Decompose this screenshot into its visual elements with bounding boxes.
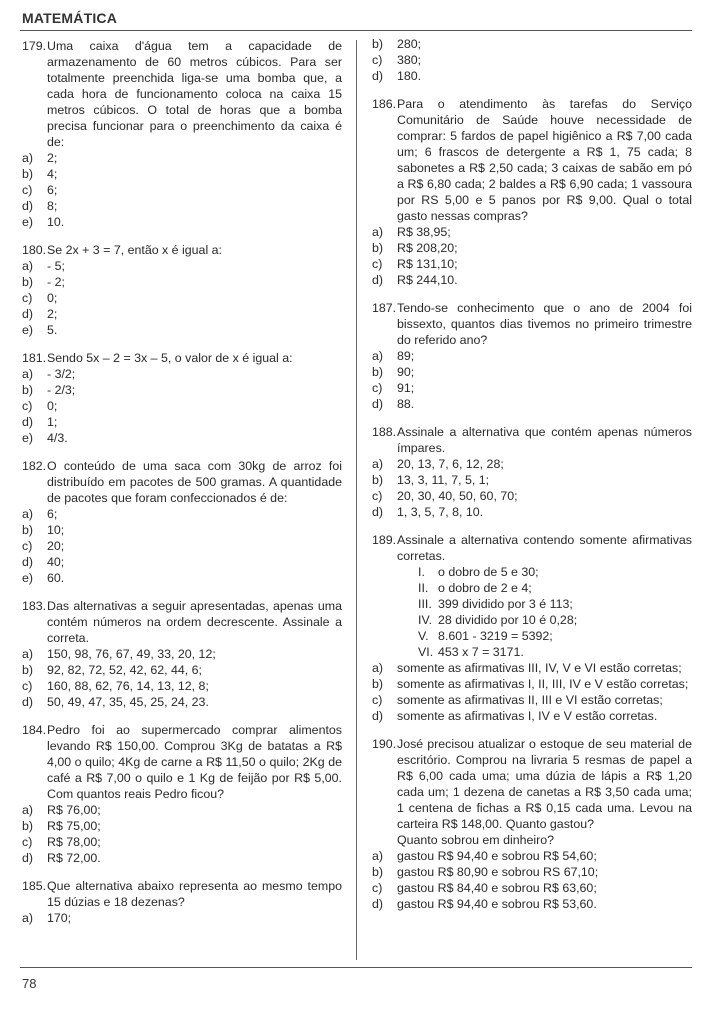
option-text: 170; <box>47 911 72 925</box>
answer-option <box>22 290 342 306</box>
answer-option <box>372 896 692 912</box>
option-letter: e) <box>22 431 34 445</box>
option-letter: b) <box>22 819 34 833</box>
question-stem <box>372 532 692 564</box>
answer-option <box>22 678 342 694</box>
question-q179 <box>22 38 342 230</box>
answer-option <box>22 150 342 166</box>
statement-text: 8.601 - 3219 = 5392; <box>438 629 553 643</box>
option-text: R$ 78,00; <box>47 835 101 849</box>
answer-option <box>372 848 692 864</box>
option-text: 380; <box>397 53 422 67</box>
answer-option <box>22 430 342 446</box>
option-text: 4; <box>47 167 58 181</box>
option-text: - 5; <box>47 259 65 273</box>
question-stem <box>372 424 692 456</box>
option-text: somente as afirmativas I, IV e V estão corretas. <box>397 709 658 723</box>
option-text: R$ 76,00; <box>47 803 101 817</box>
option-letter: e) <box>22 323 34 337</box>
question-text: Se 2x + 3 = 7, então x é igual a: <box>47 243 222 257</box>
option-letter: b) <box>22 275 34 289</box>
option-text: - 2; <box>47 275 65 289</box>
option-letter: c) <box>372 881 383 895</box>
answer-option <box>22 322 342 338</box>
question-number: 183. <box>22 599 47 613</box>
question-stem <box>22 350 342 366</box>
option-text: R$ 244,10. <box>397 273 458 287</box>
question-text: Tendo-se conhecimento que o ano de 2004 foi bissexto, quantos dias tivemos no primeiro trimestre do referido ano? <box>397 301 692 347</box>
statement-text: o dobro de 5 e 30; <box>438 565 539 579</box>
option-letter: c) <box>372 53 383 67</box>
answer-option <box>372 708 692 724</box>
option-text: 0; <box>47 291 58 305</box>
question-q190 <box>372 736 692 912</box>
answer-option <box>22 166 342 182</box>
statement-text: 453 x 7 = 3171. <box>438 645 524 659</box>
answer-option <box>22 198 342 214</box>
option-letter: a) <box>22 151 34 165</box>
option-text: 2; <box>47 151 58 165</box>
answer-option <box>22 910 342 926</box>
answer-option <box>22 398 342 414</box>
option-letter: d) <box>22 695 34 709</box>
question-text: Sendo 5x – 2 = 3x – 5, o valor de x é igual a: <box>47 351 293 365</box>
right-column <box>372 36 692 924</box>
answer-option <box>372 676 692 692</box>
question-q181 <box>22 350 342 446</box>
option-text: 6; <box>47 507 58 521</box>
statement-text: 399 dividido por 3 é 113; <box>438 597 573 611</box>
question-stem <box>22 38 342 150</box>
question-number: 184. <box>22 723 47 737</box>
option-text: 10; <box>47 523 65 537</box>
option-text: 50, 49, 47, 35, 45, 25, 24, 23. <box>47 695 209 709</box>
answer-option <box>22 850 342 866</box>
option-letter: c) <box>22 399 33 413</box>
option-text: 20; <box>47 539 65 553</box>
option-text: R$ 208,20; <box>397 241 458 255</box>
option-text: 4/3. <box>47 431 68 445</box>
answer-option <box>22 662 342 678</box>
answer-option <box>372 456 692 472</box>
answer-option <box>372 224 692 240</box>
answer-option <box>372 240 692 256</box>
answer-option <box>372 692 692 708</box>
question-stem <box>372 96 692 224</box>
option-text: 150, 98, 76, 67, 49, 33, 20, 12; <box>47 647 216 661</box>
question-text: Assinale a alternativa contendo somente afirmativas corretas. <box>397 533 692 563</box>
statement-numeral: I. <box>418 565 425 579</box>
answer-option <box>22 802 342 818</box>
answer-option <box>22 694 342 710</box>
option-letter: d) <box>22 555 34 569</box>
question-q188 <box>372 424 692 520</box>
option-letter: b) <box>372 473 384 487</box>
option-text: - 2/3; <box>47 383 76 397</box>
statement-numeral: II. <box>418 581 429 595</box>
option-text: 1, 3, 5, 7, 8, 10. <box>397 505 484 519</box>
option-letter: a) <box>372 225 384 239</box>
option-letter: d) <box>372 69 384 83</box>
option-letter: d) <box>22 307 34 321</box>
option-letter: b) <box>22 523 34 537</box>
question-number: 187. <box>372 301 397 315</box>
question-text: Das alternativas a seguir apresentadas, apenas uma contém números na ordem decrescente. Assinale a correta. <box>47 599 342 645</box>
question-q183 <box>22 598 342 710</box>
statement-text: o dobro de 2 e 4; <box>438 581 532 595</box>
answer-option <box>22 538 342 554</box>
question-q182 <box>22 458 342 586</box>
option-letter: b) <box>22 663 34 677</box>
answer-option <box>372 880 692 896</box>
question-stem <box>22 242 342 258</box>
answer-option <box>22 570 342 586</box>
answer-option <box>22 214 342 230</box>
question-number: 189. <box>372 533 397 547</box>
question-number: 188. <box>372 425 397 439</box>
option-text: 88. <box>397 397 415 411</box>
option-text: gastou R$ 80,90 e sobrou RS 67,10; <box>397 865 599 879</box>
option-letter: a) <box>22 259 34 273</box>
question-q185 <box>22 878 342 926</box>
option-letter: c) <box>22 539 33 553</box>
answer-option <box>372 396 692 412</box>
question-q187 <box>372 300 692 412</box>
section-title: MATEMÁTICA <box>22 10 118 26</box>
question-text: Para o atendimento às tarefas do Serviço Comunitário de Saúde houve necessidade de comprar: 5 fardos de papel higiênico a R$ 7,00 cada um; 6 frascos de detergente a R$ 1, 75 cada; 8 sabonetes a R$ 2,50 cada; 3 caixas de sabão em pó a R$ 6,80 cada; 2 baldes a R$ 6,90 cada; 1 vassoura por RS 5,00 e 5 panos por R$ 9,00. Qual o total gasto nessas compras? <box>397 97 692 223</box>
option-letter: b) <box>22 167 34 181</box>
option-letter: e) <box>22 571 34 585</box>
option-letter: c) <box>372 489 383 503</box>
option-letter: c) <box>372 257 383 271</box>
option-letter: e) <box>22 215 34 229</box>
question-q180 <box>22 242 342 338</box>
option-text: 20, 30, 40, 50, 60, 70; <box>397 489 518 503</box>
option-letter: d) <box>22 415 34 429</box>
header-divider <box>20 30 692 31</box>
option-text: somente as afirmativas II, III e VI estão corretas; <box>397 693 663 707</box>
footer-divider <box>20 967 692 968</box>
question-number: 181. <box>22 351 47 365</box>
answer-option <box>22 646 342 662</box>
page-number: 78 <box>22 976 37 991</box>
question-stem <box>372 736 692 832</box>
option-letter: b) <box>372 37 384 51</box>
option-text: 89; <box>397 349 415 363</box>
statement-item <box>372 596 692 612</box>
question-stem <box>22 878 342 910</box>
statement-numeral: V. <box>418 629 429 643</box>
question-q184 <box>22 722 342 866</box>
answer-option <box>372 52 692 68</box>
option-text: 280; <box>397 37 422 51</box>
answer-option <box>22 306 342 322</box>
answer-option <box>372 68 692 84</box>
option-text: 160, 88, 62, 76, 14, 13, 12, 8; <box>47 679 209 693</box>
answer-option <box>22 414 342 430</box>
question-subtext: Quanto sobrou em dinheiro? <box>397 833 555 847</box>
column-divider <box>356 40 357 960</box>
option-text: 40; <box>47 555 65 569</box>
option-text: gastou R$ 84,40 e sobrou R$ 63,60; <box>397 881 597 895</box>
question-number: 190. <box>372 737 397 751</box>
option-letter: a) <box>372 457 384 471</box>
option-text: R$ 75,00; <box>47 819 101 833</box>
option-letter: c) <box>372 381 383 395</box>
answer-option <box>22 182 342 198</box>
question-stem <box>22 458 342 506</box>
option-text: R$ 131,10; <box>397 257 458 271</box>
statement-item <box>372 628 692 644</box>
option-text: 8; <box>47 199 58 213</box>
answer-option <box>372 504 692 520</box>
option-text: 5. <box>47 323 58 337</box>
statement-numeral: III. <box>418 597 432 611</box>
option-text: 60. <box>47 571 65 585</box>
question-q185b <box>372 36 692 84</box>
answer-option <box>22 274 342 290</box>
statement-item <box>372 564 692 580</box>
question-q186 <box>372 96 692 288</box>
option-text: 1; <box>47 415 58 429</box>
answer-option <box>372 364 692 380</box>
statement-item <box>372 612 692 628</box>
option-letter: b) <box>372 241 384 255</box>
option-text: 13, 3, 11, 7, 5, 1; <box>397 473 490 487</box>
option-letter: a) <box>372 349 384 363</box>
option-letter: b) <box>372 365 384 379</box>
option-text: 91; <box>397 381 415 395</box>
answer-option <box>372 864 692 880</box>
statement-numeral: VI. <box>418 645 434 659</box>
option-letter: a) <box>22 507 34 521</box>
question-number: 182. <box>22 459 47 473</box>
option-letter: a) <box>22 647 34 661</box>
option-text: somente as afirmativas I, II, III, IV e V estão corretas; <box>397 677 689 691</box>
question-text: Que alternativa abaixo representa ao mesmo tempo 15 dúzias e 18 dezenas? <box>47 879 342 909</box>
answer-option <box>22 506 342 522</box>
answer-option <box>22 258 342 274</box>
question-number: 186. <box>372 97 397 111</box>
option-text: gastou R$ 94,40 e sobrou R$ 54,60; <box>397 849 597 863</box>
option-letter: b) <box>372 865 384 879</box>
answer-option <box>372 272 692 288</box>
option-text: - 3/2; <box>47 367 76 381</box>
option-text: gastou R$ 94,40 e sobrou R$ 53,60. <box>397 897 597 911</box>
answer-option <box>22 834 342 850</box>
question-stem <box>22 722 342 802</box>
question-text: José precisou atualizar o estoque de seu material de escritório. Comprou na livraria 5 resmas de papel a R$ 6,00 cada uma; uma dúzia de lápis a R$ 1,20 cada um; 1 dezena de canetas a R$ 3,50 cada uma; 1 centena de fichas a R$ 0,15 cada uma. Levou na carteira R$ 148,00. Quanto gastou? <box>397 737 692 831</box>
option-letter: d) <box>372 505 384 519</box>
question-stem <box>22 598 342 646</box>
answer-option <box>372 660 692 676</box>
statement-item <box>372 644 692 660</box>
option-letter: d) <box>22 199 34 213</box>
option-text: 2; <box>47 307 58 321</box>
option-text: 20, 13, 7, 6, 12, 28; <box>397 457 504 471</box>
left-column <box>22 38 342 938</box>
answer-option <box>22 366 342 382</box>
option-letter: c) <box>22 183 33 197</box>
option-text: 6; <box>47 183 58 197</box>
statement-item <box>372 580 692 596</box>
option-letter: d) <box>372 709 384 723</box>
option-text: 0; <box>47 399 58 413</box>
question-number: 185. <box>22 879 47 893</box>
option-text: R$ 72,00. <box>47 851 101 865</box>
option-letter: d) <box>372 897 384 911</box>
option-text: somente as afirmativas III, IV, V e VI estão corretas; <box>397 661 682 675</box>
option-letter: a) <box>372 849 384 863</box>
option-letter: b) <box>372 677 384 691</box>
option-letter: a) <box>22 911 34 925</box>
option-letter: d) <box>372 273 384 287</box>
answer-option <box>372 488 692 504</box>
question-text: Uma caixa d'água tem a capacidade de armazenamento de 60 metros cúbicos. Para ser totalmente preenchida liga-se uma bomba que, a cada hora de funcionamento coloca na caixa 15 metros cúbicos. O total de horas que a bomba precisa funcionar para o preenchimento da caixa é de: <box>47 39 342 149</box>
question-number: 179. <box>22 39 47 53</box>
answer-option <box>372 256 692 272</box>
option-letter: a) <box>22 367 34 381</box>
answer-option <box>22 382 342 398</box>
question-q189 <box>372 532 692 724</box>
answer-option <box>22 522 342 538</box>
option-letter: c) <box>22 679 33 693</box>
option-text: 10. <box>47 215 65 229</box>
question-text: Pedro foi ao supermercado comprar alimentos levando R$ 150,00. Comprou 3Kg de batatas a R$ 4,00 o quilo; 4Kg de carne a R$ 11,50 o quilo; 2Kg de café a R$ 7,00 o quilo e 1 Kg de feijão por R$ 5,00. Com quantos reais Pedro ficou? <box>47 723 342 801</box>
option-text: 90; <box>397 365 415 379</box>
question-text: O conteúdo de uma saca com 30kg de arroz foi distribuído em pacotes de 500 gramas. A quantidade de pacotes que foram confeccionados é de: <box>47 459 342 505</box>
statement-numeral: IV. <box>418 613 433 627</box>
option-letter: a) <box>372 661 384 675</box>
answer-option <box>372 348 692 364</box>
option-text: R$ 38,95; <box>397 225 451 239</box>
question-stem <box>372 300 692 348</box>
option-letter: c) <box>22 835 33 849</box>
answer-option <box>372 472 692 488</box>
option-letter: d) <box>372 397 384 411</box>
answer-option <box>372 36 692 52</box>
answer-option <box>22 818 342 834</box>
option-letter: a) <box>22 803 34 817</box>
option-letter: d) <box>22 851 34 865</box>
answer-option <box>372 380 692 396</box>
answer-option <box>22 554 342 570</box>
statement-text: 28 dividido por 10 é 0,28; <box>438 613 578 627</box>
option-letter: c) <box>22 291 33 305</box>
option-text: 92, 82, 72, 52, 42, 62, 44, 6; <box>47 663 203 677</box>
option-letter: b) <box>22 383 34 397</box>
option-letter: c) <box>372 693 383 707</box>
question-text: Assinale a alternativa que contém apenas números ímpares. <box>397 425 692 455</box>
option-text: 180. <box>397 69 422 83</box>
question-number: 180. <box>22 243 47 257</box>
